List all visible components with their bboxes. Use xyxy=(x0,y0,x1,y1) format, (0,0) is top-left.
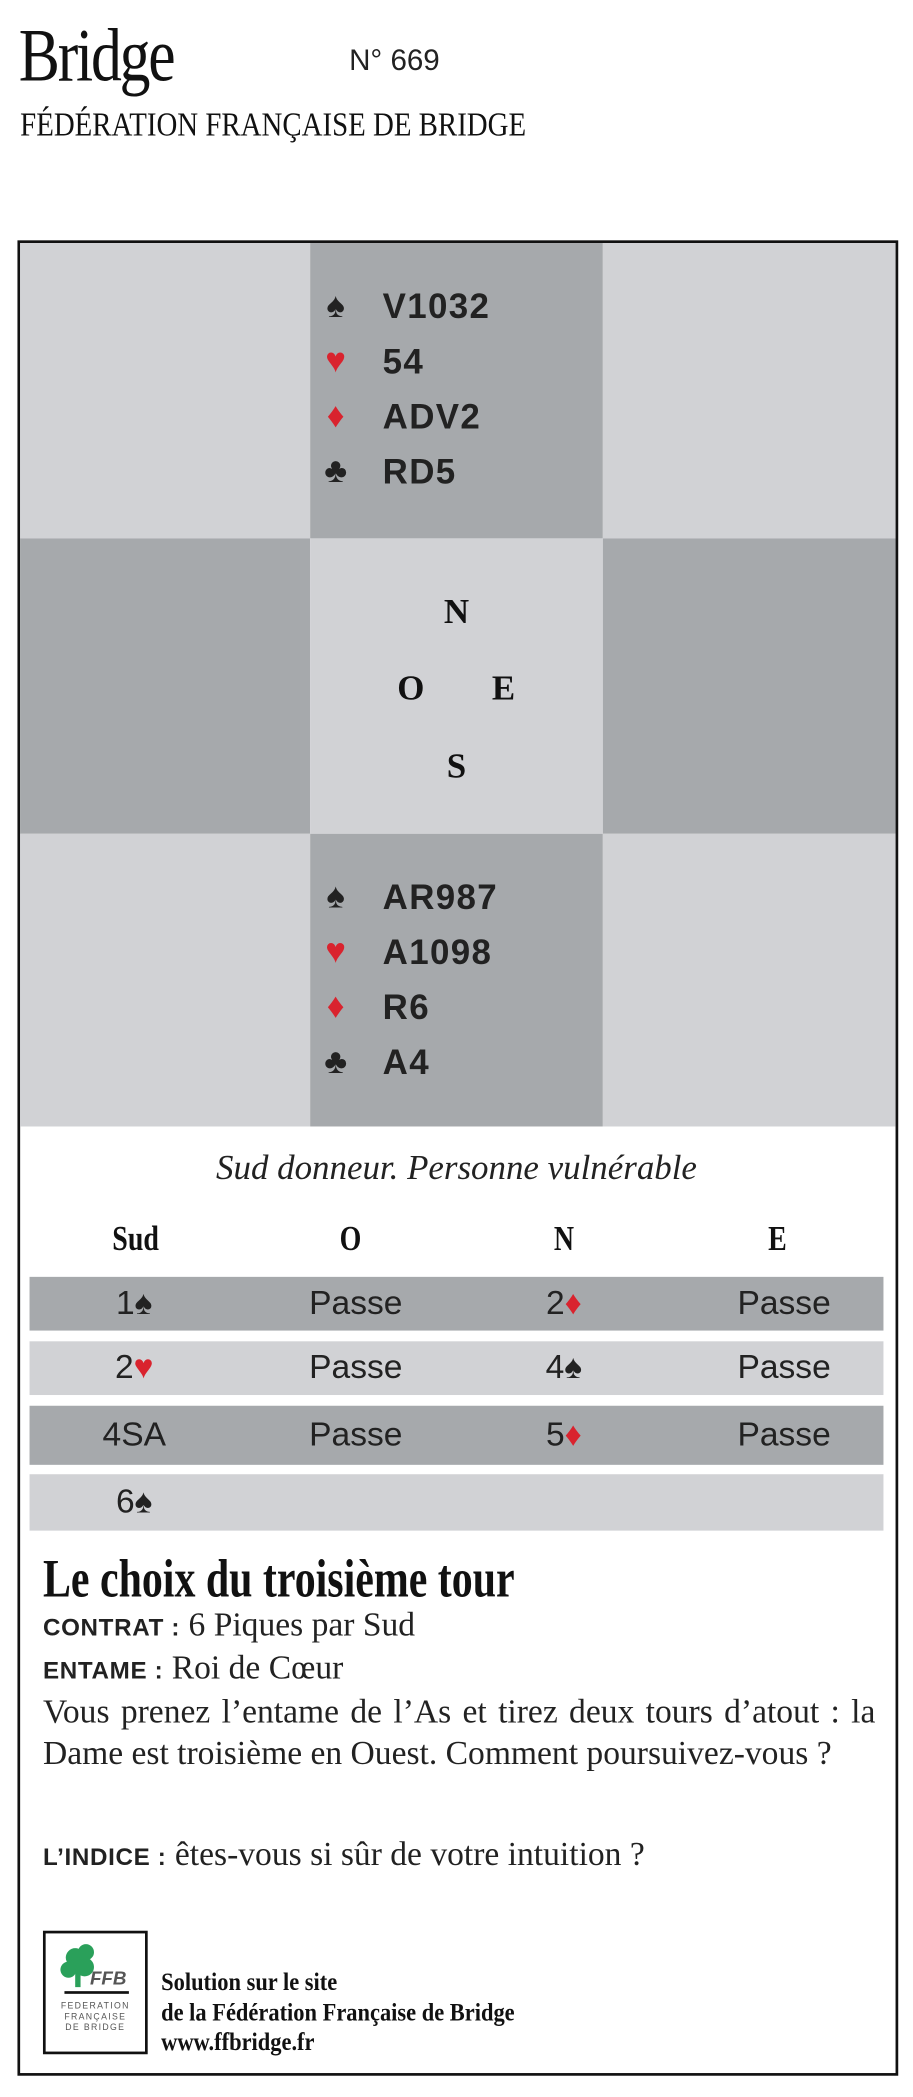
west-hand xyxy=(20,538,310,833)
bid: Passe xyxy=(309,1415,403,1454)
cards: A4 xyxy=(382,1041,430,1082)
footer-line-1: Solution sur le site xyxy=(161,1968,338,1997)
south-hand xyxy=(310,834,603,1127)
cards: 54 xyxy=(382,340,425,381)
compass xyxy=(310,538,603,833)
grid-cell-sw xyxy=(20,834,310,1127)
bid: Passe xyxy=(737,1284,831,1322)
brand-title: Bridge xyxy=(18,14,174,99)
club-icon: ♣ xyxy=(324,451,348,491)
bid: Passe xyxy=(737,1348,831,1387)
diamond-icon: ♦ xyxy=(326,396,345,436)
north-hand xyxy=(310,243,603,538)
footer-line-2: de la Fédération Française de Bridge xyxy=(161,1999,515,2028)
bidding-row xyxy=(30,1406,884,1465)
federation-name: FÉDÉRATION FRANÇAISE DE BRIDGE xyxy=(20,107,527,144)
heart-icon: ♥ xyxy=(325,341,347,380)
spade-icon: ♠ xyxy=(326,876,345,916)
bid: 5♦ xyxy=(546,1415,582,1454)
north-suit-line xyxy=(313,341,424,381)
bid: 2♥ xyxy=(114,1348,154,1387)
problem-text: Vous prenez l’entame de l’As et tirez deux tours d’atout : la Dame est troisième en Ouest. Comment poursuivez-vous ? xyxy=(42,1694,876,1773)
heart-icon: ♥ xyxy=(325,931,347,971)
south-suit-line xyxy=(313,932,492,972)
bidding-row xyxy=(30,1474,884,1530)
hint-line xyxy=(43,1837,645,1875)
lead-line xyxy=(43,1650,343,1688)
contract-value: 6 Piques par Sud xyxy=(188,1607,416,1644)
bidding-header-n: N xyxy=(553,1219,574,1259)
south-suit-line xyxy=(313,877,498,917)
hint-label: L’INDICE : xyxy=(42,1843,167,1871)
compass-south: S xyxy=(446,746,467,786)
svg-text:FEDERATION: FEDERATION xyxy=(60,2000,130,2011)
cards: ADV2 xyxy=(382,395,482,436)
hint-value: êtes-vous si sûr de votre intuition ? xyxy=(174,1836,645,1873)
bid: Passe xyxy=(309,1348,403,1387)
lead-label: ENTAME : xyxy=(42,1656,164,1684)
deal-conditions: Sud donneur. Personne vulnérable xyxy=(216,1147,697,1187)
svg-text:FFB: FFB xyxy=(89,1967,127,1989)
problem-title: Le choix du troisième tour xyxy=(42,1548,515,1609)
cards: AR987 xyxy=(382,876,499,917)
compass-west: O xyxy=(397,668,425,708)
footer-url[interactable]: www.ffbridge.fr xyxy=(161,2028,315,2057)
cards: A1098 xyxy=(382,931,493,972)
spade-icon: ♠ xyxy=(326,285,345,325)
club-icon: ♣ xyxy=(324,1041,348,1081)
svg-text:FRANÇAISE: FRANÇAISE xyxy=(64,2011,127,2022)
bid: Passe xyxy=(737,1415,831,1454)
contract-line xyxy=(43,1607,415,1645)
cards: V1032 xyxy=(382,285,491,326)
ffb-logo xyxy=(43,1931,148,2055)
grid-cell-ne xyxy=(603,243,896,538)
bid: 1♠ xyxy=(116,1284,153,1322)
grid-cell-se xyxy=(603,834,896,1127)
bid: 6♠ xyxy=(116,1482,153,1521)
svg-text:DE BRIDGE: DE BRIDGE xyxy=(65,2022,126,2033)
grid-cell-nw xyxy=(20,243,310,538)
bidding-row xyxy=(30,1341,884,1395)
bidding-row xyxy=(30,1277,884,1331)
bidding-header-o: O xyxy=(339,1219,362,1259)
bidding-header-sud: Sud xyxy=(112,1219,159,1259)
cards: RD5 xyxy=(382,450,457,491)
bidding-header-e: E xyxy=(768,1219,787,1259)
south-suit-line xyxy=(313,987,430,1027)
compass-north: N xyxy=(443,592,470,632)
north-suit-line xyxy=(313,451,457,491)
north-suit-line xyxy=(313,286,490,326)
ffb-tree-icon xyxy=(46,1933,145,2051)
east-hand xyxy=(603,538,896,833)
compass-east: E xyxy=(491,668,516,708)
issue-number: N° 669 xyxy=(349,42,440,77)
lead-value: Roi de Cœur xyxy=(171,1650,344,1687)
north-suit-line xyxy=(313,396,481,436)
contract-label: CONTRAT : xyxy=(42,1613,181,1641)
cards: R6 xyxy=(382,986,430,1027)
bid: 4SA xyxy=(102,1415,166,1454)
diamond-icon: ♦ xyxy=(326,986,345,1026)
south-suit-line xyxy=(313,1042,430,1082)
bid: 4♠ xyxy=(545,1348,583,1387)
bid: Passe xyxy=(309,1284,403,1322)
bid: 2♦ xyxy=(546,1284,582,1322)
